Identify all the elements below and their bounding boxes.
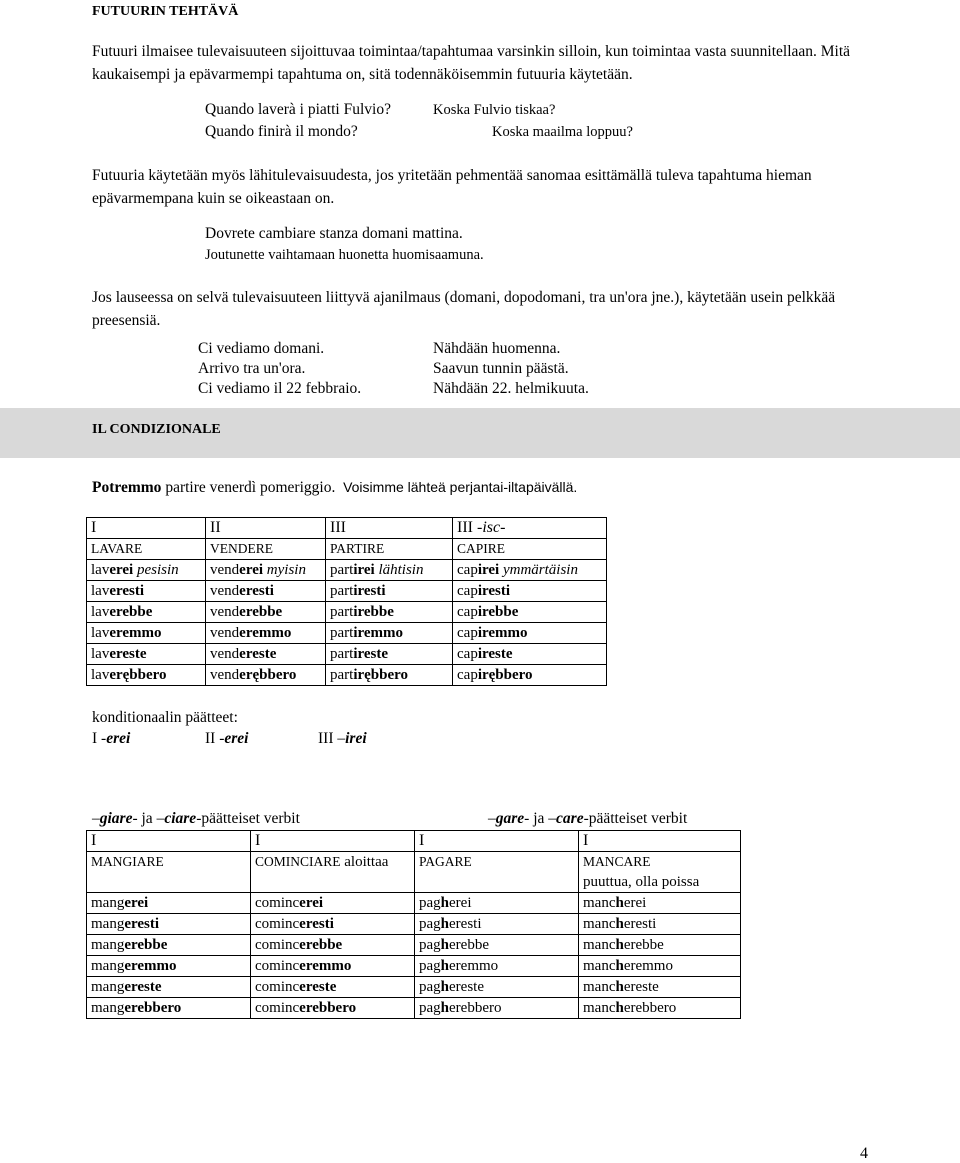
- ending: eresti: [124, 916, 160, 932]
- intro-paragraph: Futuuri ilmaisee tulevaisuuteen sijoittuvaa toimintaa/tapahtumaa varsinkin silloin, kun toimintaa vasta suunnitellaan. Mitä kaukaisempi ja epävarmempi tapahtuma on, sitä todennäköisemmin futuuria käytetään.: [92, 43, 851, 83]
- table1-header-1: I: [87, 518, 206, 539]
- stem: cap: [457, 646, 478, 662]
- table2-cell: [579, 935, 741, 956]
- h-insert: h: [615, 937, 624, 953]
- ending: erebbero: [449, 1000, 502, 1016]
- stem: cap: [457, 604, 478, 620]
- stem: mang: [91, 1000, 125, 1016]
- example-it-1: Quando laverà i piatti Fulvio?: [205, 101, 391, 118]
- verb: COMINCIARE: [255, 854, 341, 869]
- paragraph-3: Jos lauseessa on selvä tulevaisuuteen liittyvä ajanilmaus (domani, dopodomani, tra un'ora jne.), käytetään usein pelkkää preesensiä.: [92, 289, 836, 329]
- table1-cell: [326, 665, 453, 686]
- example3-it-2: Arrivo tra un'ora.: [198, 360, 306, 377]
- table2-title-right: [488, 810, 687, 828]
- ending: iresti: [477, 583, 511, 599]
- ending: erębbero: [239, 667, 297, 683]
- ending: eremmo: [299, 958, 352, 974]
- conditional-example: [92, 479, 577, 497]
- table2-cell: [87, 935, 251, 956]
- h-insert: h: [615, 979, 624, 995]
- ending: erei: [449, 895, 472, 911]
- ending: eremmo: [109, 625, 162, 641]
- ending: eresti: [109, 583, 145, 599]
- stem: manc: [583, 979, 616, 995]
- ending: irei: [353, 562, 375, 578]
- ending-text: erei: [224, 730, 249, 747]
- ending-1: [92, 730, 130, 748]
- ending: erebbe: [124, 937, 168, 953]
- stem: manc: [583, 916, 616, 932]
- example-fi-2: Koska maailma loppuu?: [492, 124, 633, 140]
- table2-cell: [87, 998, 251, 1019]
- h-insert: h: [440, 1000, 450, 1016]
- h-insert: h: [440, 895, 450, 911]
- stem: cominc: [255, 895, 300, 911]
- table2-cell: [87, 914, 251, 935]
- table1-verb-4: CAPIRE: [453, 539, 607, 560]
- stem: part: [330, 667, 354, 683]
- ending: erei: [124, 895, 149, 911]
- conditional-table-1: [86, 517, 607, 686]
- table2-cell: [251, 893, 415, 914]
- table2-verb-1: [87, 852, 251, 893]
- ending: erebbe: [449, 937, 489, 953]
- t: - ja –: [132, 810, 165, 827]
- h-insert: h: [615, 916, 624, 932]
- stem: cap: [457, 667, 478, 683]
- ending: eresti: [299, 916, 334, 932]
- stem: vend: [210, 625, 240, 641]
- table1-verb-2: VENDERE: [206, 539, 326, 560]
- table-row: [87, 852, 741, 893]
- ending: erebbe: [299, 937, 343, 953]
- stem: vend: [210, 604, 240, 620]
- table2-cell: [251, 956, 415, 977]
- t: giare: [99, 810, 133, 827]
- table2-verb-3: [415, 852, 579, 893]
- stem: pag: [419, 958, 441, 974]
- stem: pag: [419, 979, 441, 995]
- ending: erei: [239, 562, 264, 578]
- stem: pag: [419, 895, 441, 911]
- table2-cell: [87, 956, 251, 977]
- stem: lav: [91, 583, 110, 599]
- stem: manc: [583, 958, 616, 974]
- example-it-2: Quando finirà il mondo?: [205, 123, 358, 140]
- table2-cell: [415, 935, 579, 956]
- ending: ireste: [477, 646, 513, 662]
- stem: pag: [419, 1000, 441, 1016]
- table1-cell: [87, 644, 206, 665]
- table-row: [87, 623, 607, 644]
- table1-cell: [206, 623, 326, 644]
- table2-cell: [415, 914, 579, 935]
- ending: ireste: [353, 646, 389, 662]
- table2-cell: [251, 998, 415, 1019]
- table1-verb-1: LAVARE: [87, 539, 206, 560]
- table-row: [87, 644, 607, 665]
- table1-cell: [87, 581, 206, 602]
- table2-cell: [87, 977, 251, 998]
- table2-title-left: [92, 810, 300, 828]
- h-insert: h: [615, 958, 624, 974]
- stem: part: [330, 562, 354, 578]
- ending: ereste: [623, 979, 659, 995]
- example3-it-3: Ci vediamo il 22 febbraio.: [198, 380, 362, 397]
- gloss: ymmärtäisin: [502, 562, 578, 578]
- example3-it-1: Ci vediamo domani.: [198, 340, 325, 357]
- ending: iremmo: [353, 625, 404, 641]
- ending: ereste: [239, 646, 277, 662]
- gloss: lähtisin: [378, 562, 424, 578]
- table2-cell: [579, 956, 741, 977]
- table2-cell: [415, 956, 579, 977]
- ending: irei: [477, 562, 500, 578]
- table2-header-4: I: [579, 831, 741, 852]
- ending: iremmo: [477, 625, 528, 641]
- stem: cominc: [255, 958, 300, 974]
- gloss: puuttua, olla poissa: [583, 874, 700, 890]
- stem: manc: [583, 895, 616, 911]
- ending: erebbe: [623, 937, 664, 953]
- stem: lav: [91, 604, 110, 620]
- h-insert: h: [440, 916, 450, 932]
- table2-cell: [251, 914, 415, 935]
- gloss: aloittaa: [340, 854, 389, 870]
- table1-header-4-isc: isc-: [482, 519, 506, 536]
- stem: pag: [419, 916, 441, 932]
- stem: lav: [91, 562, 110, 578]
- table-row: [87, 518, 607, 539]
- ending: eremmo: [449, 958, 499, 974]
- table2-cell: [579, 893, 741, 914]
- table2-header-2: I: [251, 831, 415, 852]
- ending: eremmo: [124, 958, 177, 974]
- stem: pag: [419, 937, 441, 953]
- table1-cell: [326, 644, 453, 665]
- t: –: [92, 810, 100, 827]
- table1-cell: [453, 602, 607, 623]
- table1-cell: [87, 560, 206, 581]
- ending: erebbe: [109, 604, 153, 620]
- t: –: [488, 810, 496, 827]
- t: -päätteiset verbit: [196, 810, 300, 827]
- paragraph-2: Futuuria käytetään myös lähitulevaisuudesta, jos yritetään pehmentää sanomaa esittämällä tuleva tapahtuma hieman epävarmempana kuin se oikeastaan on.: [92, 167, 812, 207]
- stem: lav: [91, 646, 110, 662]
- table1-cell: [326, 560, 453, 581]
- table2-cell: [579, 977, 741, 998]
- table1-cell: [453, 665, 607, 686]
- stem: lav: [91, 667, 110, 683]
- conditional-example-fi: Voisimme lähteä perjantai-iltapäivällä.: [343, 479, 578, 495]
- table1-cell: [206, 560, 326, 581]
- example3-fi-3: Nähdään 22. helmikuuta.: [433, 380, 589, 397]
- t: ciare: [164, 810, 197, 827]
- ending-text: erei: [106, 730, 131, 747]
- table-row: [87, 581, 607, 602]
- h-insert: h: [615, 895, 624, 911]
- section-title-condizionale: IL CONDIZIONALE: [92, 422, 221, 437]
- table-row: [87, 935, 741, 956]
- table1-cell: [206, 665, 326, 686]
- page-title: FUTUURIN TEHTÄVÄ: [92, 4, 239, 19]
- table-row: [87, 914, 741, 935]
- ending: irebbe: [353, 604, 394, 620]
- t: -päätteiset verbit: [583, 810, 688, 827]
- stem: cominc: [255, 937, 300, 953]
- ending: eremmo: [239, 625, 292, 641]
- verb: MANGIARE: [91, 854, 164, 869]
- table1-cell: [453, 644, 607, 665]
- table-row: [87, 831, 741, 852]
- page-number: 4: [860, 1145, 868, 1162]
- ending: erębbero: [109, 667, 167, 683]
- endings-label: konditionaalin päätteet:: [92, 709, 238, 726]
- table2-header-3: I: [415, 831, 579, 852]
- stem: part: [330, 646, 354, 662]
- verb: PAGARE: [419, 854, 472, 869]
- table2-cell: [579, 998, 741, 1019]
- stem: vend: [210, 646, 240, 662]
- stem: cap: [457, 562, 478, 578]
- table1-header-2: II: [206, 518, 326, 539]
- ending: eremmo: [623, 958, 673, 974]
- table1-header-4: [453, 518, 607, 539]
- h-insert: h: [440, 937, 450, 953]
- ending: erei: [299, 895, 324, 911]
- h-insert: h: [440, 979, 450, 995]
- table-row: [87, 539, 607, 560]
- conditional-example-rest: partire venerdì pomeriggio.: [161, 479, 336, 496]
- table2-cell: [251, 935, 415, 956]
- table2-cell: [579, 914, 741, 935]
- table1-verb-3: PARTIRE: [326, 539, 453, 560]
- stem: mang: [91, 958, 125, 974]
- ending-3: [318, 730, 367, 748]
- stem: mang: [91, 895, 125, 911]
- table-row: [87, 998, 741, 1019]
- table-row: [87, 977, 741, 998]
- ending-num: II -: [205, 730, 225, 747]
- stem: cominc: [255, 1000, 300, 1016]
- table1-cell: [87, 623, 206, 644]
- stem: part: [330, 625, 354, 641]
- t: - ja –: [524, 810, 557, 827]
- stem: vend: [210, 583, 240, 599]
- table2-cell: [251, 977, 415, 998]
- ending: ereste: [449, 979, 484, 995]
- ending-text: irei: [345, 730, 367, 747]
- ending: iresti: [353, 583, 386, 599]
- table2-cell: [87, 893, 251, 914]
- verb: MANCARE: [583, 854, 651, 869]
- table1-cell: [453, 560, 607, 581]
- table-row: [87, 560, 607, 581]
- table1-cell: [453, 623, 607, 644]
- stem: part: [330, 604, 354, 620]
- ending: ereste: [299, 979, 337, 995]
- gloss: pesisin: [136, 562, 179, 578]
- table1-cell: [326, 623, 453, 644]
- stem: cominc: [255, 916, 300, 932]
- table2-cell: [415, 977, 579, 998]
- table1-cell: [87, 602, 206, 623]
- table-row: [87, 602, 607, 623]
- ending: eresti: [449, 916, 482, 932]
- ending: eresti: [239, 583, 274, 599]
- table1-cell: [87, 665, 206, 686]
- table1-cell: [453, 581, 607, 602]
- ending: irębbero: [353, 667, 409, 683]
- table1-header-3: III: [326, 518, 453, 539]
- ending: erebbero: [623, 1000, 677, 1016]
- stem: mang: [91, 937, 125, 953]
- gloss: myisin: [266, 562, 306, 578]
- conditional-table-2: [86, 830, 741, 1019]
- ending: ereste: [109, 646, 147, 662]
- ending: erei: [623, 895, 647, 911]
- table1-header-4-num: III -: [457, 519, 483, 536]
- ending-num: III –: [318, 730, 346, 747]
- table2-cell: [415, 893, 579, 914]
- h-insert: h: [440, 958, 450, 974]
- stem: mang: [91, 916, 125, 932]
- table-row: [87, 665, 607, 686]
- ending: eresti: [623, 916, 657, 932]
- table2-verb-4: [579, 852, 741, 893]
- stem: vend: [210, 562, 240, 578]
- t: gare: [495, 810, 525, 827]
- table1-cell: [326, 581, 453, 602]
- table-row: [87, 893, 741, 914]
- stem: manc: [583, 937, 616, 953]
- ending: irebbe: [477, 604, 519, 620]
- stem: cap: [457, 583, 478, 599]
- t: care: [556, 810, 584, 827]
- ending: erebbe: [239, 604, 283, 620]
- stem: cominc: [255, 979, 300, 995]
- table1-cell: [326, 602, 453, 623]
- h-insert: h: [615, 1000, 624, 1016]
- table2-cell: [415, 998, 579, 1019]
- ending: erebbero: [124, 1000, 182, 1016]
- ending: ereste: [124, 979, 162, 995]
- table1-cell: [206, 581, 326, 602]
- table-row: [87, 956, 741, 977]
- example3-fi-2: Saavun tunnin päästä.: [433, 360, 569, 377]
- example2-fi: Joutunette vaihtamaan huonetta huomisaamuna.: [205, 247, 484, 263]
- ending: irębbero: [477, 667, 533, 683]
- table2-header-1: I: [87, 831, 251, 852]
- stem: manc: [583, 1000, 616, 1016]
- ending: erebbero: [299, 1000, 357, 1016]
- stem: mang: [91, 979, 125, 995]
- ending-2: [205, 730, 248, 748]
- stem: part: [330, 583, 354, 599]
- table1-cell: [206, 644, 326, 665]
- stem: cap: [457, 625, 478, 641]
- example-fi-1: Koska Fulvio tiskaa?: [433, 102, 556, 118]
- ending-num: I -: [92, 730, 107, 747]
- ending: erei: [109, 562, 134, 578]
- table1-cell: [206, 602, 326, 623]
- stem: lav: [91, 625, 110, 641]
- table2-verb-2: [251, 852, 415, 893]
- conditional-example-bold: Potremmo: [92, 479, 162, 496]
- stem: vend: [210, 667, 240, 683]
- example3-fi-1: Nähdään huomenna.: [433, 340, 561, 357]
- section-band: [0, 408, 960, 458]
- example2-it: Dovrete cambiare stanza domani mattina.: [205, 225, 463, 242]
